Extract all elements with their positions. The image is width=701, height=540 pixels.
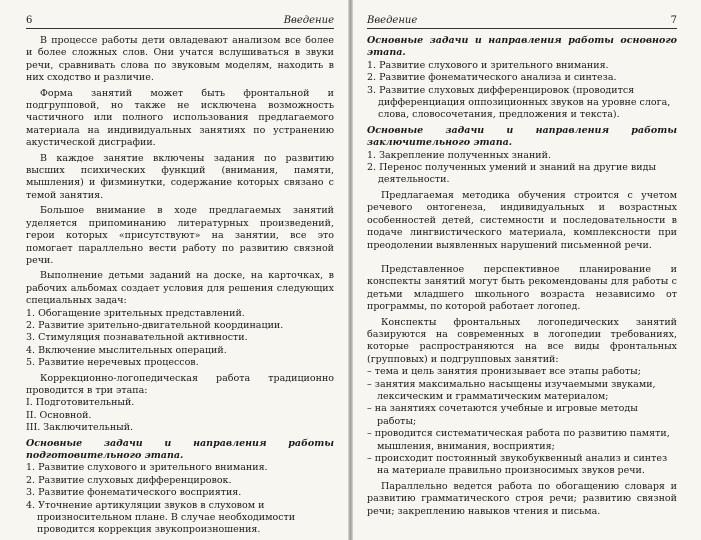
right-page-header xyxy=(367,0,677,26)
special-tasks-list xyxy=(26,308,334,370)
list-item: – тема и цель занятия пронизывает все этапы работы; xyxy=(367,366,641,378)
left-page-header xyxy=(26,0,334,26)
list-item: III. Заключительный. xyxy=(26,422,134,434)
right-page xyxy=(353,0,701,540)
section-heading: Основные задачи и направления работы подготовительного этапа. xyxy=(26,437,334,461)
left-header-rule xyxy=(26,28,334,29)
paragraph: Выполнение детьми заданий на доске, на карточках, в рабочих альбомах создает условия для решения следующих специальных задач: xyxy=(26,270,334,307)
prep-tasks-list xyxy=(26,462,334,536)
paragraph: Форма занятий может быть фронтальной и подгрупповой, но также не исключена возможность частичного или полного использования предлагаемого материала на индивидуальных занятиях по устранению акустической дисграфии. xyxy=(26,87,334,149)
left-running-head: Введение xyxy=(283,15,334,26)
list-item: 5. Развитие неречевых процессов. xyxy=(26,357,199,369)
paragraph: Параллельно ведется работа по обогащению словаря и развитию грамматического строя речи; развитию связной речи; закреплению навыков чтения и письма. xyxy=(367,480,677,517)
list-item: 1. Развитие слухового и зрительного внимания. xyxy=(367,59,609,71)
list-item: 4. Включение мыслительных операций. xyxy=(26,344,227,356)
list-item: 3. Развитие слуховых дифференцировок (проводится дифференциация оппозиционных звуков на уровне слога, слова, словосочетания, предложения и текста). xyxy=(367,84,671,121)
list-item: II. Основной. xyxy=(26,409,92,421)
paragraph: Большое внимание в ходе предлагаемых занятий уделяется припоминанию литературных произведений, герои которых «присутствуют» на занятии, все это помогает параллельно вести работу по развитию связной речи. xyxy=(26,205,334,266)
list-item: I. Подготовительный. xyxy=(26,397,135,409)
list-item: 2. Перенос полученных умений и знаний на другие виды деятельности. xyxy=(367,162,657,186)
list-item: 1. Закрепление полученных знаний. xyxy=(367,149,551,161)
list-item: – на занятиях сочетаются учебные и игровые методы работы; xyxy=(367,403,638,427)
list-item: 2. Развитие фонематического анализа и синтеза. xyxy=(367,72,617,84)
right-running-head: Введение xyxy=(367,15,418,26)
paragraph: В процессе работы дети овладевают анализом все более и более сложных слов. Они учатся вслушиваться в звуки речи, сравнивать слова по звуковым моделям, находить в них сходство и различие. xyxy=(26,35,334,84)
list-item: – занятия максимально насыщены изучаемыми звуками, лексическим и грамматическим материалом; xyxy=(367,378,656,402)
list-item: 1. Обогащение зрительных представлений. xyxy=(26,307,245,319)
list-item: 3. Стимуляция познавательной активности. xyxy=(26,332,248,344)
list-item: 4. Уточнение артикуляции звуков в слуховом и произносительном плане. В случае необходимости проводится коррекция звукопроизношения. xyxy=(26,499,296,536)
left-page-number: 6 xyxy=(26,15,33,26)
paragraph: Представленное перспективное планирование и конспекты занятий могут быть рекомендованы для работы с детьми младшего школьного возраста независимо от программы, по которой работает логопед. xyxy=(367,263,677,313)
list-item: 1. Развитие слухового и зрительного внимания. xyxy=(26,462,268,474)
right-page-number: 7 xyxy=(670,15,677,26)
section-heading: Основные задачи и направления работы основного этапа. xyxy=(367,35,677,59)
section-heading: Основные задачи и направления работы заключительного этапа. xyxy=(367,124,677,149)
requirements-list xyxy=(367,366,677,478)
list-item: – происходит постоянный звукобуквенный анализ и синтез на материале правильно произносимых звуков речи. xyxy=(367,453,668,477)
list-item: 2. Развитие слуховых дифференцировок. xyxy=(26,474,232,486)
paragraph: Предлагаемая методика обучения строится с учетом речевого онтогенеза, индивидуальных и возрастных особенностей детей, системности и последовательности в подаче лингвистического материала, комплексности при преодолении выявленных нарушений письменной речи. xyxy=(367,189,677,251)
list-item: 2. Развитие зрительно-двигательной координации. xyxy=(26,319,284,331)
list-item: – проводится систематическая работа по развитию памяти, мышления, внимания, восприятия; xyxy=(367,428,670,452)
paragraph: В каждое занятие включены задания по развитию высших психических функций (внимания, памяти, мышления) и физминутки, содержание которых связано с темой занятия. xyxy=(26,152,334,201)
right-page-text xyxy=(367,35,677,518)
left-page xyxy=(0,0,348,540)
left-page-text xyxy=(26,35,334,537)
list-item: 3. Развитие фонематического восприятия. xyxy=(26,487,242,499)
paragraph: Коррекционно-логопедическая работа традиционно проводится в три этапа: xyxy=(26,372,334,396)
right-header-rule xyxy=(367,28,677,29)
final-tasks-list xyxy=(367,150,677,187)
main-tasks-list xyxy=(367,60,677,122)
paragraph: Конспекты фронтальных логопедических занятий базируются на современных в логопедии требованиях, которые распространяются на все виды фронтальных (групповых) и подгрупповых занятий: xyxy=(367,316,677,365)
stages-list xyxy=(26,397,334,434)
